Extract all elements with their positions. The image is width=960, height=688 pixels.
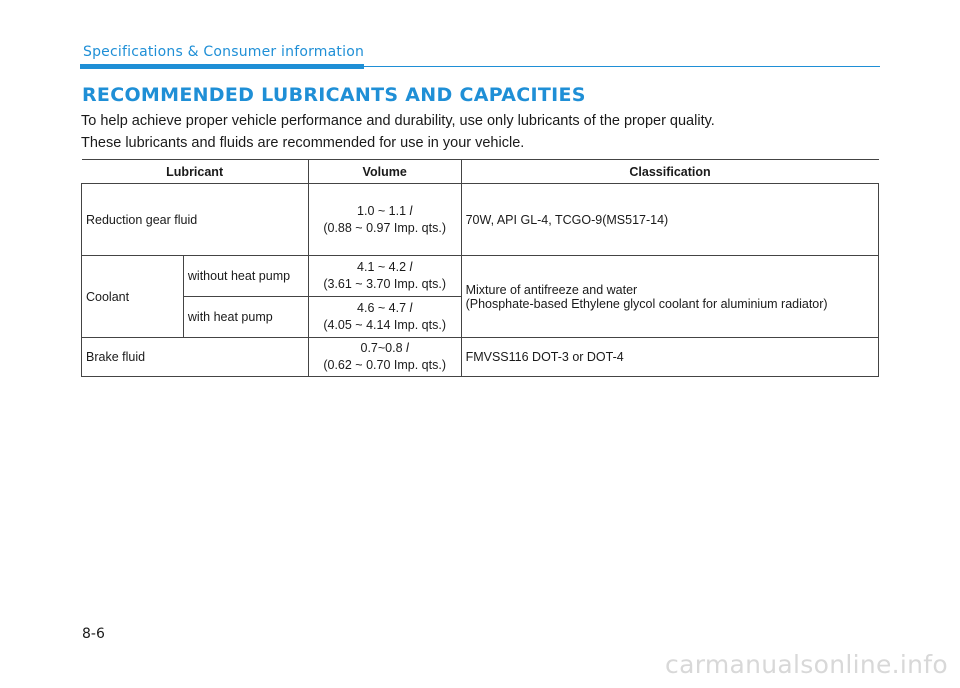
header-rule-line — [364, 66, 880, 67]
header-accent-bar — [80, 64, 364, 69]
volume-cell — [308, 184, 461, 256]
lubricant-cell: Coolant — [82, 256, 184, 338]
lubricant-cell: Reduction gear fluid — [82, 184, 309, 256]
table-row — [82, 256, 879, 297]
classification-line-2: (Phosphate-based Ethylene glycol coolant for aluminium radiator) — [465, 296, 828, 311]
volume-main: 0.7~0.8 — [360, 341, 403, 355]
volume-unit: l — [409, 260, 413, 274]
volume-alt: (3.61 ~ 3.70 Imp. qts.) — [323, 277, 446, 291]
classification-cell: 70W, API GL-4, TCGO-9(MS517-14) — [461, 184, 878, 256]
classification-line-1: Mixture of antifreeze and water — [465, 282, 638, 297]
volume-cell — [308, 297, 461, 338]
table-row — [82, 184, 879, 256]
table-header-row — [82, 160, 879, 184]
lubricants-table — [81, 159, 879, 377]
volume-unit: l — [409, 301, 413, 315]
volume-main: 4.6 ~ 4.7 — [357, 301, 407, 315]
volume-alt: (0.62 ~ 0.70 Imp. qts.) — [323, 358, 446, 372]
watermark: carmanualsonline.info — [665, 650, 948, 679]
header-lubricant: Lubricant — [82, 160, 309, 184]
volume-unit: l — [406, 341, 409, 355]
coolant-sub-label: without heat pump — [183, 256, 308, 297]
classification-cell: FMVSS116 DOT-3 or DOT-4 — [461, 338, 878, 377]
intro-line-1: To help achieve proper vehicle performance and durability, use only lubricants of the proper quality. — [81, 113, 715, 129]
header-volume: Volume — [308, 160, 461, 184]
header-classification: Classification — [461, 160, 878, 184]
classification-cell — [461, 256, 878, 338]
volume-unit: l — [409, 203, 413, 218]
volume-alt: (0.88 ~ 0.97 Imp. qts.) — [323, 220, 446, 235]
coolant-sub-label: with heat pump — [183, 297, 308, 338]
section-header-label: Specifications & Consumer information — [83, 44, 365, 60]
volume-alt: (4.05 ~ 4.14 Imp. qts.) — [323, 318, 446, 332]
volume-cell — [308, 256, 461, 297]
volume-main: 4.1 ~ 4.2 — [357, 260, 407, 274]
volume-cell — [308, 338, 461, 377]
table-row — [82, 338, 879, 377]
intro-text — [81, 110, 881, 154]
volume-main: 1.0 ~ 1.1 — [357, 203, 407, 218]
intro-line-2: These lubricants and fluids are recommended for use in your vehicle. — [81, 135, 525, 151]
page-title: RECOMMENDED LUBRICANTS AND CAPACITIES — [82, 84, 586, 106]
page-number: 8-6 — [82, 626, 105, 642]
lubricant-cell: Brake fluid — [82, 338, 309, 377]
